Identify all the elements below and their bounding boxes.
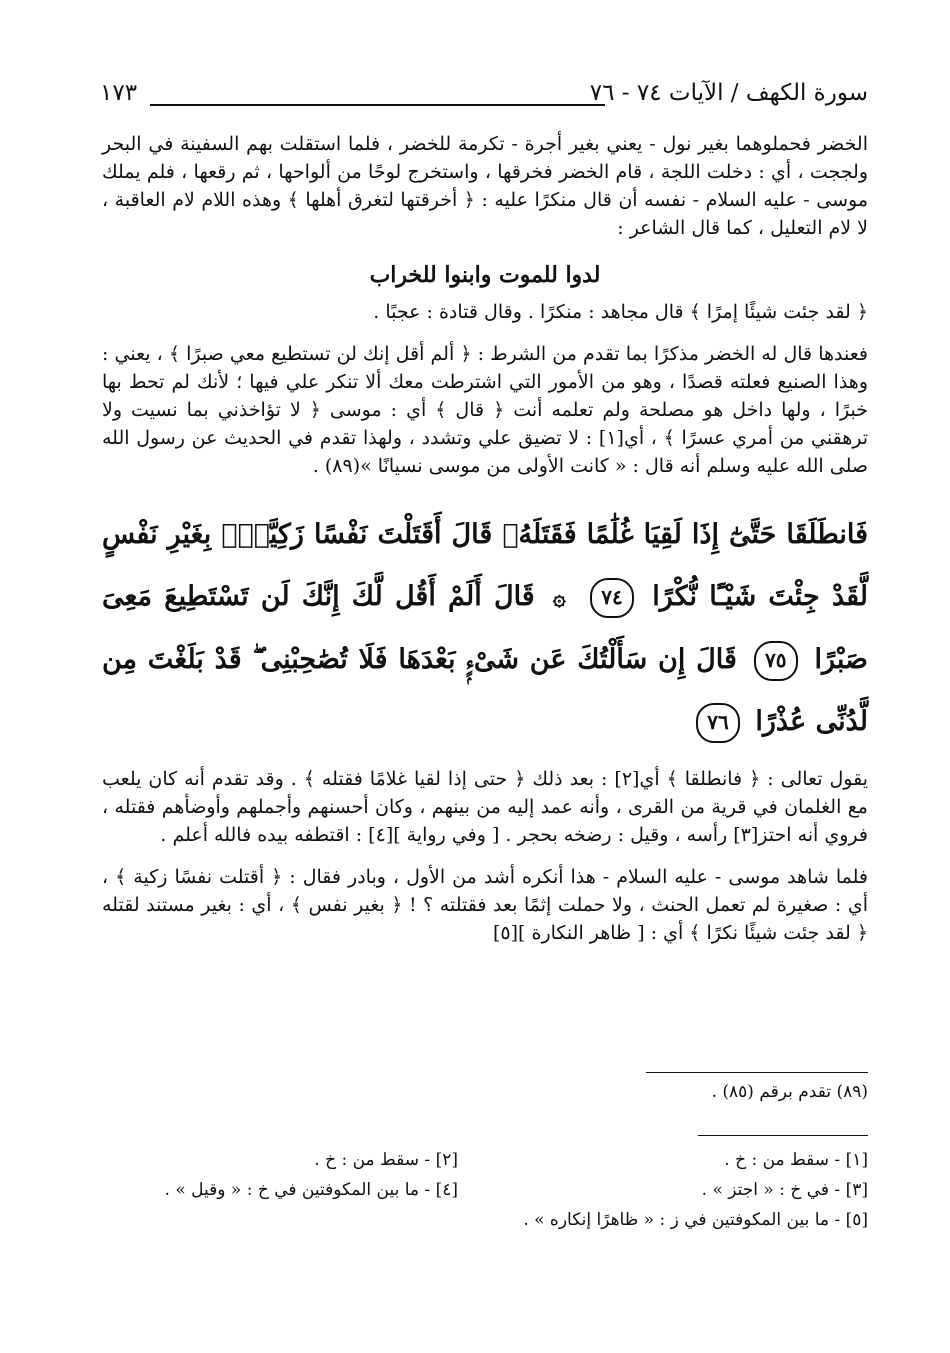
ayah-number-76: ٧٦ — [696, 703, 740, 743]
header-rule — [150, 104, 605, 106]
hizb-star-icon: ۞ — [552, 585, 566, 611]
verse-76-text: قَالَ إِن سَأَلْتُكَ عَن شَىْءٍۭ بَعْدَهَا فَلَا تُصَٰحِبْنِى ۖ قَدْ بَلَغْتَ مِن لَّدُنِّى عُذْرًا — [102, 644, 868, 737]
paragraph-5: فلما شاهد موسى - عليه السلام - هذا أنكره أشد من الأول ، وبادر فقال : ﴿ أقتلت نفسًا زكية ﴾ ، أي : صغيرة لم تعمل الحنث ، ولا حملت إثمًا بعد فقتلته ؟ ! ﴿ بغير نفس ﴾ ، أي : بغير مستند لقتله ﴿ لقد جئت شيئًا نكرًا ﴾ أي : [ ظاهر النكارة ][٥] — [102, 866, 868, 944]
spacer — [102, 849, 868, 863]
footnote-rule-1 — [646, 1072, 868, 1073]
footnote-rule-2 — [698, 1135, 868, 1136]
spacer — [102, 326, 868, 340]
paragraph-3: فعندها قال له الخضر مذكرًا بما تقدم من الشرط : ﴿ ألم أقل إنك لن تستطيع معي صبرًا ﴾ ، يعني : وهذا الصنيع فعلته قصدًا ، وهو من الأمور التي اشترطت معك ألا تنكر علي فيها ؛ لأنك لم تحط بها خبرًا ، ولها داخل هو مصلحة ولم تعلمه أنت ﴿ قال ﴾ أي : موسى ﴿ لا تؤاخذني بما نسيت ولا ترهقني من أمري عسرًا ﴾ ، أي[١] : لا تضيق علي وتشدد ، ولهذا تقدم في الحديث عن رسول الله صلى الله عليه وسلم أنه قال : « كانت الأولى من موسى نسيانًا »(٨٩) . — [102, 343, 868, 477]
apparatus-footnotes — [98, 1150, 868, 1240]
footnote-89: (٨٩) تقدم برقم (٨٥) . — [711, 1082, 868, 1102]
footnote-row — [98, 1150, 868, 1180]
page-body — [102, 130, 868, 947]
footnote-1: [١] - سقط من : خ . — [724, 1150, 868, 1170]
page-number: ١٧٣ — [100, 80, 138, 106]
footnote-row — [98, 1210, 868, 1240]
paragraph-2: ﴿ لقد جئت شيئًا إمرًا ﴾ قال مجاهد : منكرًا . وقال قتادة : عجبًا . — [373, 301, 868, 323]
footnote-3: [٣] - في خ : « اجتز » . — [701, 1180, 868, 1200]
footnote-5: [٥] - ما بين المكوفتين في ز : « ظاهرًا إنكاره » . — [523, 1210, 868, 1230]
sura-title: سورة الكهف / الآيات ٧٤ - ٧٦ — [589, 80, 868, 106]
quran-verses — [102, 504, 868, 753]
verse-74-text: فَانطَلَقَا حَتَّىٰٓ إِذَا لَقِيَا غُلَٰمًا فَقَتَلَهُۥ قَالَ أَقَتَلْتَ نَفْسًا زَكِيَّةًۢ بِغَيْرِ نَفْسٍ لَّقَدْ جِئْتَ شَيْـًٔا نُّكْرًا — [102, 519, 869, 612]
paragraph-4: يقول تعالى : ﴿ فانطلقا ﴾ أي[٢] : بعد ذلك ﴿ حتى إذا لقيا غلامًا فقتله ﴾ . وقد تقدم أنه كان يلعب مع الغلمان في قرية من القرى ، وأنه عمد إليه من بينهم ، وكان أحسنهم وأجملهم وأوضأهم فقتله ، فروي أنه احتز[٣] رأسه ، وقيل : رضخه بحجر . [ وفي رواية ][٤] : اقتطفه بيده فالله أعلم . — [102, 768, 869, 846]
footnote-4: [٤] - ما بين المكوفتين في خ : « وقيل » . — [164, 1180, 458, 1200]
paragraph-1: الخضر فحملوهما بغير نول - يعني بغير أجرة - تكرمة للخضر ، فلما استقلت بهم السفينة في البحر ولججت ، أي : دخلت اللجة ، قام الخضر فخرقها ، واستخرج لوحًا من ألواحها ، ثم رقعها ، فلم يملك موسى - عليه السلام - نفسه أن قال منكرًا عليه : ﴿ أخرقتها لتغرق أهلها ﴾ وهذه اللام لام العاقبة ، لا لام التعليل ، كما قال الشاعر : — [102, 133, 868, 239]
verse-75-text: قَالَ أَلَمْ أَقُل لَّكَ إِنَّكَ لَن تَسْتَطِيعَ مَعِىَ صَبْرًا — [102, 581, 868, 675]
page-header — [100, 80, 868, 120]
footnote-2: [٢] - سقط من : خ . — [314, 1150, 458, 1170]
poem-line: لدوا للموت وابنوا للخراب — [369, 262, 601, 288]
ayah-number-75: ٧٥ — [754, 641, 798, 681]
ayah-number-74: ٧٤ — [590, 578, 634, 618]
footnote-row — [98, 1180, 868, 1210]
